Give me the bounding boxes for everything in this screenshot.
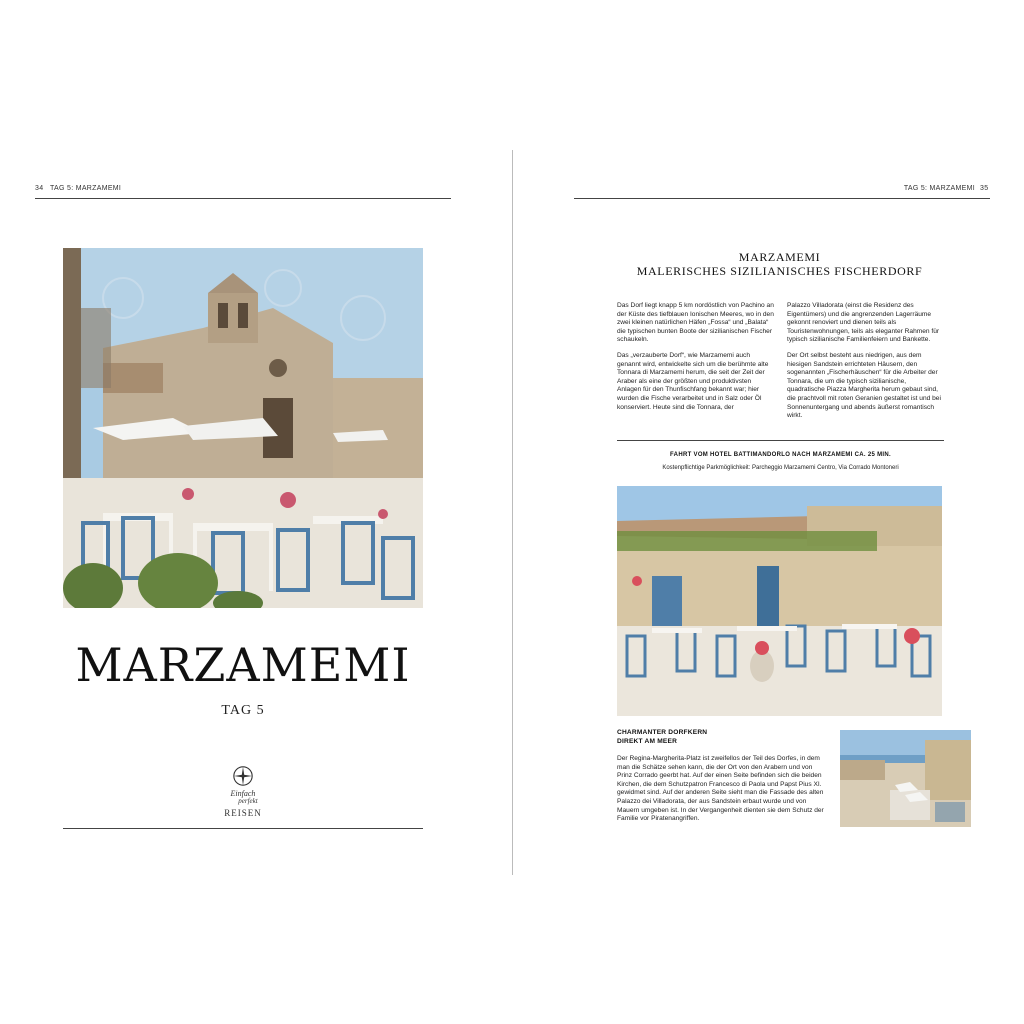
article-paragraph: Palazzo Villadorata (einst die Residenz des Eigentümers) und die angrenzenden Lagerräume gekonnt renoviert und dienen teils als Touristenwohnungen, teils als eleganter Rahmen für typisch sizilianische Familienfeiern und Bankette. xyxy=(787,302,940,344)
left-page-number: 34 xyxy=(35,185,44,192)
aerial-square-photo xyxy=(840,730,971,827)
page-title: MARZAMEMI xyxy=(75,638,411,692)
logo-script-line2: perfekt xyxy=(238,797,258,805)
left-running-head: TAG 5: MARZAMEMI xyxy=(50,185,122,192)
right-running-head: TAG 5: MARZAMEMI xyxy=(903,185,975,192)
compass-rose-icon xyxy=(232,765,254,787)
left-header-rule xyxy=(35,198,451,199)
article-column-1 xyxy=(617,302,775,419)
article-paragraph: Das Dorf liegt knapp 5 km nordöstlich von Pachino an der Küste des tiefblauen Ionischen Meeres, wo in den zwei kleinen natürlichen Häfen „Fossa“ und „Balata“ die typischen bunten Boote der sizilianischen Fischer schaukeln. xyxy=(617,302,774,344)
article-title-line2: MALERISCHES SIZILIANISCHES FISCHERDORF xyxy=(636,264,923,278)
caption-heading-line2: DIREKT AM MEER xyxy=(617,737,678,745)
brand-logo xyxy=(213,765,273,821)
church-square-photo xyxy=(63,248,423,608)
page-gutter xyxy=(512,150,513,875)
page-subtitle: TAG 5 xyxy=(221,703,265,718)
left-footer-rule xyxy=(63,828,423,829)
right-header-rule xyxy=(574,198,990,199)
logo-wordmark: REISEN xyxy=(224,808,262,818)
piazza-cafe-photo xyxy=(617,486,942,716)
article-divider xyxy=(617,440,944,441)
article-paragraph: Das „verzauberte Dorf“, wie Marzamemi auch genannt wird, entwickelte sich um die berühmte alte Tonnara di Marzamemi herum, die seit der Zeit der Araber als eine der größten und produktivsten Anlagen für den Thunfischfang bekannt war; hier wurden die Fische verarbeitet und in Salz oder Öl konserviert. Heute sind die Tonnara, der xyxy=(617,351,769,411)
right-page-number: 35 xyxy=(980,185,989,192)
parking-info: Kostenpflichtige Parkmöglichkeit: Parcheggio Marzamemi Centro, Via Corrado Montoneri xyxy=(662,465,899,471)
caption-body: Der Regina-Margherita-Platz ist zweifellos der Teil des Dorfes, in dem man die Schätze sehen kann, die der Ort von den Arabern und von Prinz Corrado geerbt hat. Auf der einen Seite befinden sich die beiden Kirchen, die dem Schutzpatron Francesco di Paola und Papst Pius XI. gewidmet sind. Auf der anderen Seite sieht man die Fassade des alten Palazzo dei Villadorata, der aus Sandstein erbaut wurde und von Mauern umgeben ist. In der Vergangenheit dienten sie dem Schutz der Familie vor Piratenangriffen. xyxy=(617,755,824,823)
caption-heading-line1: CHARMANTER DORFKERN xyxy=(617,729,708,736)
route-heading: FAHRT VOM HOTEL BATTIMANDORLO NACH MARZAMEMI CA. 25 MIN. xyxy=(670,452,891,458)
logo-script-line1: Einfach xyxy=(230,789,256,798)
article-paragraph: Der Ort selbst besteht aus niedrigen, aus dem hiesigen Sandstein errichteten Häusern, den sogenannten „Fischerhäuschen“ für die Arbeiter der Tonnara, die um die typisch sizilianische, quadratische Piazza Margherita herum gebaut sind, die prachtvoll mit roten Geranien gestaltet ist und bei Sonnenuntergang und abends äußerst romantisch wirkt. xyxy=(787,351,941,420)
article-title xyxy=(617,250,942,278)
article-title-line1: MARZAMEMI xyxy=(738,250,821,264)
article-column-2 xyxy=(787,302,945,428)
caption-heading xyxy=(617,729,827,746)
